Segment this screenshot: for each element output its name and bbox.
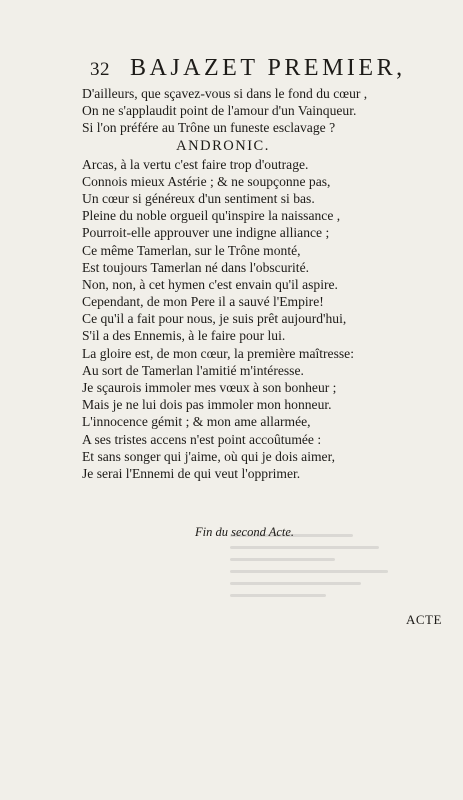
verse-line: Mais je ne lui dois pas immoler mon honneur.: [82, 397, 332, 413]
verse-line: Et sans songer qui j'aime, où qui je dois aimer,: [82, 448, 335, 464]
verse-block: [82, 85, 402, 482]
verse-line: Ce même Tamerlan, sur le Trône monté,: [82, 242, 301, 258]
verse-line: On ne s'applaudit point de l'amour d'un Vainqueur.: [82, 103, 357, 119]
running-title: BAJAZET PREMIER,: [130, 55, 406, 81]
verse-line: S'il a des Ennemis, à le faire pour lui.: [82, 328, 286, 344]
verse-line: Est toujours Tamerlan né dans l'obscurité.: [82, 259, 310, 275]
verse-line: Pourroit-elle approuver une indigne alliance ;: [82, 225, 330, 241]
verse-line: Si l'on préfére au Trône un funeste esclavage ?: [82, 120, 336, 136]
page-number: 32: [90, 59, 110, 80]
end-of-act-note: Fin du second Acte.: [195, 525, 295, 539]
verse-line: Un cœur si généreux d'un sentiment si bas.: [82, 190, 315, 206]
verse-line: La gloire est, de mon cœur, la première maîtresse:: [82, 345, 354, 361]
verse-line: Arcas, à la vertu c'est faire trop d'outrage.: [82, 156, 309, 172]
show-through-bleed: [230, 525, 405, 635]
verse-line: Cependant, de mon Pere il a sauvé l'Empire!: [82, 294, 324, 310]
verse-line: Non, non, à cet hymen c'est envain qu'il aspire.: [82, 276, 338, 292]
speaker-name: ANDRONIC.: [176, 137, 270, 154]
verse-line: L'innocence gémit ; & mon ame allarmée,: [82, 414, 311, 430]
verse-line: Connois mieux Astérie ; & ne soupçonne pas,: [82, 173, 331, 189]
verse-line: Ce qu'il a fait pour nous, je suis prêt aujourd'hui,: [82, 311, 347, 327]
page-header: [90, 55, 406, 85]
verse-line: A ses tristes accens n'est point accoûtumée :: [82, 431, 322, 447]
verse-line: Je serai l'Ennemi de qui veut l'opprimer.: [82, 465, 301, 481]
catchword: ACTE: [406, 612, 442, 627]
verse-line: Je sçaurois immoler mes vœux à son bonheur ;: [82, 380, 337, 395]
verse-line: Au sort de Tamerlan l'amitié m'intéresse.: [82, 362, 304, 378]
verse-line: Pleine du noble orgueil qu'inspire la naissance ,: [82, 208, 341, 224]
verse-line: D'ailleurs, que sçavez-vous si dans le fond du cœur ,: [82, 86, 368, 101]
